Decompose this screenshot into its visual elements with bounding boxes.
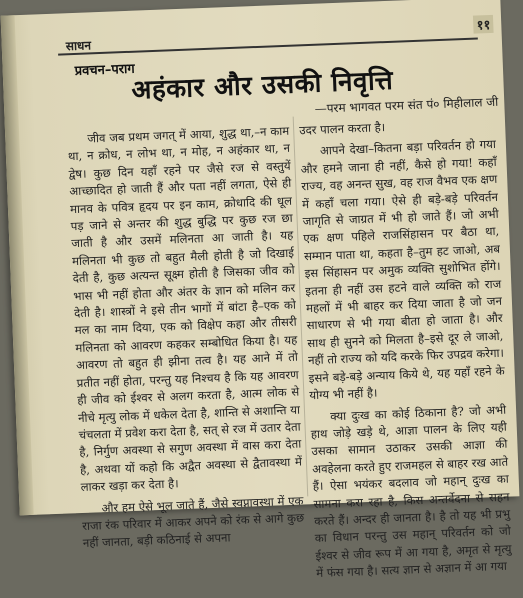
article-author: —परम भागवत परम संत पं० मिहीलाल जी [314, 94, 499, 116]
paragraph: क्या दुःख का कोई ठिकाना है? जो अभी हाथ जोड़े खड़े थे, आज्ञा पालन के लिए यही उसका सामान उठाकर उसकी आज्ञा की अवहेलना करते हुए राजमहल से बाहर रख आते हैं। ऐसा भयंकर बदलाव जो महान् दुःख का सामना करा रहा है, किस अन्तर्वेदना से सहन करते हैं। अन्दर ही जानता है। है तो यह भी प्रभु का विधान परन्तु उस महान् परिवर्तन को जो ईश्वर से जीव रूप में आ गया है, अमृत से मृत्यु में फंस गया है। सत्य ज्ञान से अज्ञान में आ गया [310, 402, 512, 581]
right-column [299, 115, 513, 587]
section-header: साधन [65, 38, 92, 54]
page-number: ११ [473, 15, 493, 34]
page-binding-fold [1, 15, 34, 515]
paragraph: उदर पालन करता है। [298, 120, 386, 138]
paragraph: जीव जब प्रथम जगत् में आया, शुद्ध था,–न काम था, न क्रोध, न लोभ था, न मोह, न अहंकार था, न द्वेष। कुछ दिन यहाँ रहने पर जैसे रज से वस्तुयें आच्छादित हो जाती हैं और पता नहीं लगता, ऐसे ही मानव के पवित्र हृदय पर इन काम, क्रोधादि की धूल पड़ जाने से अन्तर की शुद्ध बुद्धि पर कुछ रज छा जाती है और उसमें मलिनता आ जाती है। यह मलिनता भी कुछ तो बहुत मैली होती है जो दिखाई देती है, कुछ अत्यन्त सूक्ष्म होती है जिसका जीव को भास भी नहीं होता और अंतर के ज्ञान को मलिन कर देती है। शास्त्रों ने इसे तीन भागों में बांटा है–एक को मल का नाम दिया, एक को विक्षेप कहा और तीसरी मलिनता को आवरण कहकर सम्बोधित किया है। यह आवरण तो बहुत ही झीना तत्व है। यह आने में तो प्रतीत नहीं होता, परन्तु यह निश्चय है कि यह आवरण ही जीव को ईश्वर से अलग करता है, आत्म लोक से नीचे मृत्यु लोक में धकेल देता है, शान्ति से अशान्ति या चंचलता में प्रवेश करा देता है, सत् से रज में उतार देता है, निर्गुण अवस्था से सगुण अवस्था में वास करा देता है, अथवा यों कहो कि अद्वैत अवस्था से द्वैतावस्था में लाकर खड़ा कर देता है। [67, 123, 303, 495]
article-title: अहंकार और उसकी निवृत्ति [130, 65, 394, 106]
left-column [67, 123, 305, 557]
paragraph: और हम ऐसे भूल जाते हैं, जैसे स्वप्नावस्था में एक राजा रंक परिवार में आकर अपने को रंक से आगे कुछ नहीं जानता, बड़ी कठिनाई से अपना [81, 493, 305, 551]
paragraph: आपने देखा–कितना बड़ा परिवर्तन हो गया और हमने जाना ही नहीं, कैसे हो गया! कहाँ राज्य, वह अनन्त सुख, वह राज वैभव एक क्षण में कहाँ चला गया। ऐसे ही बड़े-बड़े परिवर्तन जागृति से जाग्रत में भी हो जाते हैं। जो अभी एक क्षण पहिले राजसिंहासन पर बैठा था, सम्मान पाता था, कहता है–तुम हट जाओ, अब इस सिंहासन पर अमुक व्यक्ति सुशोभित होंगे। इतना ही नहीं उस हटने वाले व्यक्ति को राज महलों में भी बाहर कर दिया जाता है जो जन साधारण से भी गया बीता हो जाता है। और साथ ही सुनने को मिलता है–इसे दूर ले जाओ, नहीं तो राज्य को यदि करके फिर उपद्रव करेगा। इसने बड़े-बड़े अन्याय किये थे, यह यहाँ रहने के योग्य भी नहीं है। [300, 137, 505, 403]
article-series: प्रवचन–पराग [74, 61, 136, 79]
magazine-page [1, 0, 520, 581]
header-rule [58, 37, 478, 55]
